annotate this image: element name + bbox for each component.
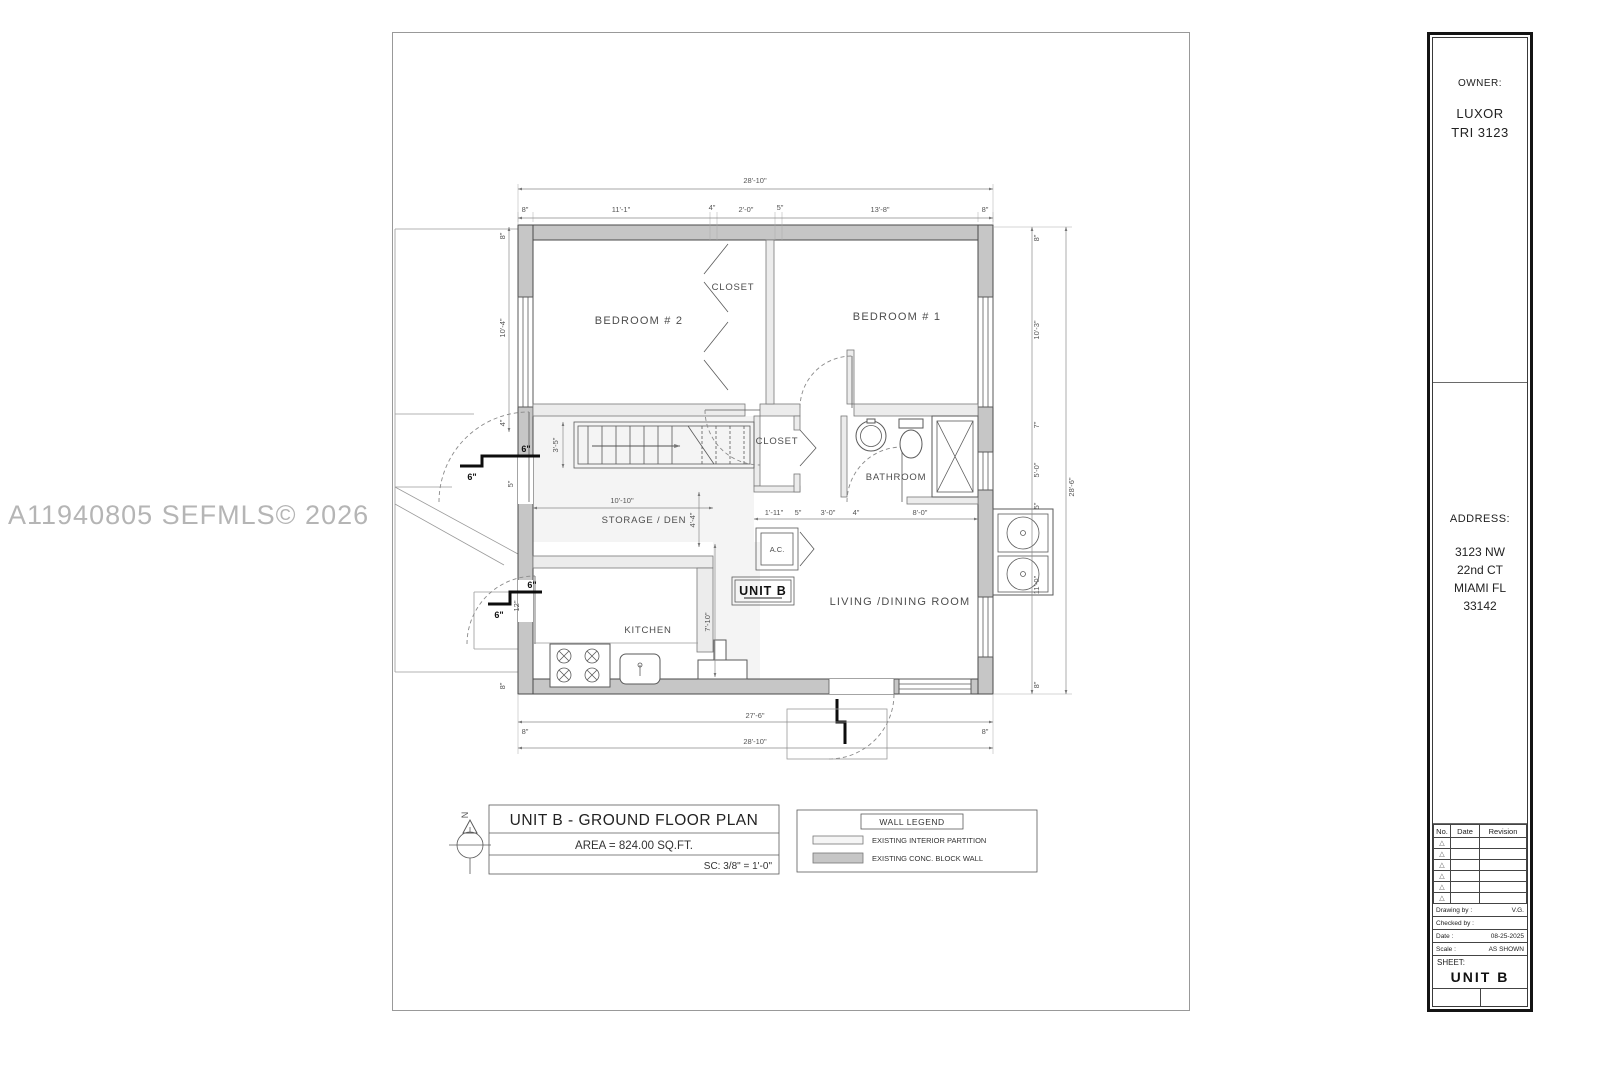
svg-text:5": 5": [794, 508, 802, 517]
revision-col-date: Date: [1451, 825, 1480, 838]
sheet-value: UNIT B: [1450, 969, 1510, 985]
svg-text:8'-0": 8'-0": [912, 508, 928, 517]
owner-name-line1: LUXOR: [1456, 106, 1504, 121]
address-label: ADDRESS:: [1449, 513, 1511, 525]
sheet-section: [1433, 956, 1527, 989]
svg-text:8": 8": [981, 205, 989, 214]
legend-label-partition: EXISTING INTERIOR PARTITION: [872, 836, 987, 845]
svg-text:7'-10": 7'-10": [703, 612, 712, 632]
owner-label: OWNER:: [1457, 78, 1503, 89]
room-label-living-dining: LIVING /DINING ROOM: [829, 596, 971, 608]
svg-text:8": 8": [1032, 234, 1041, 242]
address-section: [1433, 383, 1527, 824]
checked-by-row: [1433, 917, 1527, 930]
kitchen-side-wall: [697, 568, 713, 652]
room-label-bathroom: BATHROOM: [865, 472, 927, 483]
svg-text:11'-0": 11'-0": [1032, 575, 1041, 595]
scale-row: [1433, 943, 1527, 956]
svg-text:8": 8": [1032, 681, 1041, 689]
svg-text:4": 4": [498, 419, 507, 427]
svg-text:5'-0": 5'-0": [1032, 462, 1041, 478]
revision-triangle-icon: △: [1439, 883, 1445, 891]
plan-area: AREA = 824.00 SQ.FT.: [575, 840, 693, 852]
bathroom-bottom-wall: [907, 497, 978, 504]
scale-label: Scale :: [1436, 945, 1456, 953]
scale-value: AS SHOWN: [1488, 945, 1524, 953]
drawing-by-value: V.G.: [1511, 906, 1524, 914]
svg-text:28'-10": 28'-10": [743, 176, 767, 185]
revision-col-revision: Revision: [1480, 825, 1527, 838]
shower: [932, 416, 978, 497]
bathroom-left-wall: [841, 416, 847, 497]
revision-row: [1434, 849, 1527, 860]
legend-swatch-partition: [813, 836, 863, 844]
room-label-unit-b: UNIT B: [739, 584, 787, 598]
sheet-label: SHEET:: [1437, 958, 1466, 967]
svg-text:10'-10": 10'-10": [610, 496, 634, 505]
right-window-top: [978, 297, 993, 407]
closet-divider-wall: [766, 240, 774, 404]
svg-text:8": 8": [498, 682, 507, 690]
svg-text:3'-0": 3'-0": [820, 508, 836, 517]
revision-triangle-icon: △: [1439, 894, 1445, 902]
svg-text:4": 4": [852, 508, 860, 517]
room-label-closet-mid: CLOSET: [755, 436, 799, 447]
bathroom-window: [978, 452, 993, 490]
svg-text:28'-10": 28'-10": [743, 737, 767, 746]
laundry-tubs: [993, 509, 1053, 595]
legend-swatch-block-wall: [813, 853, 863, 863]
revision-row: [1434, 882, 1527, 893]
svg-text:28'-6": 28'-6": [1067, 477, 1076, 497]
owner-name-line2: TRI 3123: [1451, 124, 1509, 140]
svg-text:8": 8": [521, 205, 529, 214]
svg-text:2'-0": 2'-0": [738, 205, 754, 214]
svg-text:1'-11": 1'-11": [764, 508, 784, 517]
revision-triangle-icon: △: [1439, 861, 1445, 869]
mid-closet-left-wall: [754, 416, 760, 486]
room-label-kitchen: KITCHEN: [624, 625, 672, 636]
revision-row: [1434, 838, 1527, 849]
room-label-ac: A.C.: [769, 545, 785, 554]
sheet-border: [393, 33, 1190, 1011]
date-row: [1433, 930, 1527, 943]
date-label: Date :: [1436, 932, 1454, 940]
svg-text:7": 7": [1032, 421, 1041, 429]
room-label-storage-den: STORAGE / DEN: [601, 515, 687, 526]
room-label-bedroom2: BEDROOM # 2: [594, 315, 684, 327]
svg-text:4'-4": 4'-4": [688, 512, 697, 528]
mls-watermark: A11940805 SEFMLS© 2026: [8, 500, 370, 530]
svg-text:13'-8": 13'-8": [870, 205, 890, 214]
bedroom1-door-stub: [847, 350, 854, 404]
legend-title: WALL LEGEND: [879, 817, 945, 827]
svg-text:8": 8": [521, 727, 529, 736]
svg-text:5": 5": [506, 480, 515, 488]
plan-title: UNIT B - GROUND FLOOR PLAN: [509, 812, 759, 829]
legend-label-block-wall: EXISTING CONC. BLOCK WALL: [872, 854, 983, 863]
revision-triangle-icon: △: [1439, 839, 1445, 847]
svg-text:N: N: [460, 811, 470, 819]
address-line1: 3123 NW: [1454, 545, 1506, 559]
top-wall: [518, 225, 993, 240]
revision-row: [1434, 860, 1527, 871]
floor-plan-sheet: [392, 32, 1190, 1012]
drawing-by-row: [1433, 904, 1527, 917]
svg-text:27'-6": 27'-6": [745, 711, 765, 720]
revision-triangle-icon: △: [1439, 850, 1445, 858]
address-line4: 33142: [1463, 599, 1497, 613]
owner-section: [1433, 38, 1527, 383]
title-block: [1427, 32, 1533, 1012]
svg-text:6": 6": [467, 472, 477, 482]
title-block-footer: [1433, 989, 1527, 1006]
svg-text:11'-1": 11'-1": [611, 205, 631, 214]
svg-text:12": 12": [512, 600, 521, 612]
revision-row: [1434, 893, 1527, 904]
plan-scale: SC: 3/8" = 1'-0": [703, 861, 772, 872]
stove: [550, 644, 610, 687]
revision-table: [1433, 824, 1527, 904]
date-value: 08-25-2025: [1490, 932, 1524, 940]
svg-text:3'-5": 3'-5": [551, 437, 560, 453]
revision-row: [1434, 871, 1527, 882]
svg-text:6": 6": [527, 580, 537, 590]
svg-text:5": 5": [776, 203, 784, 212]
svg-text:10'-4": 10'-4": [498, 318, 507, 338]
room-label-closet-top: CLOSET: [711, 282, 755, 293]
checked-by-label: Checked by :: [1436, 919, 1474, 927]
address-line3: MIAMI FL: [1453, 581, 1506, 595]
svg-text:5": 5": [1032, 502, 1041, 510]
address-line2: 22nd CT: [1456, 563, 1504, 577]
svg-text:8": 8": [981, 727, 989, 736]
kitchen-upper-wall: [533, 556, 713, 568]
svg-text:6": 6": [521, 444, 531, 454]
toilet: [899, 419, 923, 458]
svg-text:6": 6": [494, 610, 504, 620]
svg-text:4": 4": [708, 203, 716, 212]
drawing-by-label: Drawing by :: [1436, 906, 1473, 914]
revision-triangle-icon: △: [1439, 872, 1445, 880]
living-window: [899, 679, 971, 694]
right-window-bottom: [978, 597, 993, 657]
mid-closet-bottom-wall: [754, 486, 800, 492]
kitchen-sink: [620, 654, 660, 684]
svg-text:10'-3": 10'-3": [1032, 320, 1041, 340]
room-label-bedroom1: BEDROOM # 1: [852, 311, 942, 323]
left-window: [518, 297, 533, 407]
svg-text:8": 8": [498, 232, 507, 240]
revision-col-no: No.: [1434, 825, 1451, 838]
